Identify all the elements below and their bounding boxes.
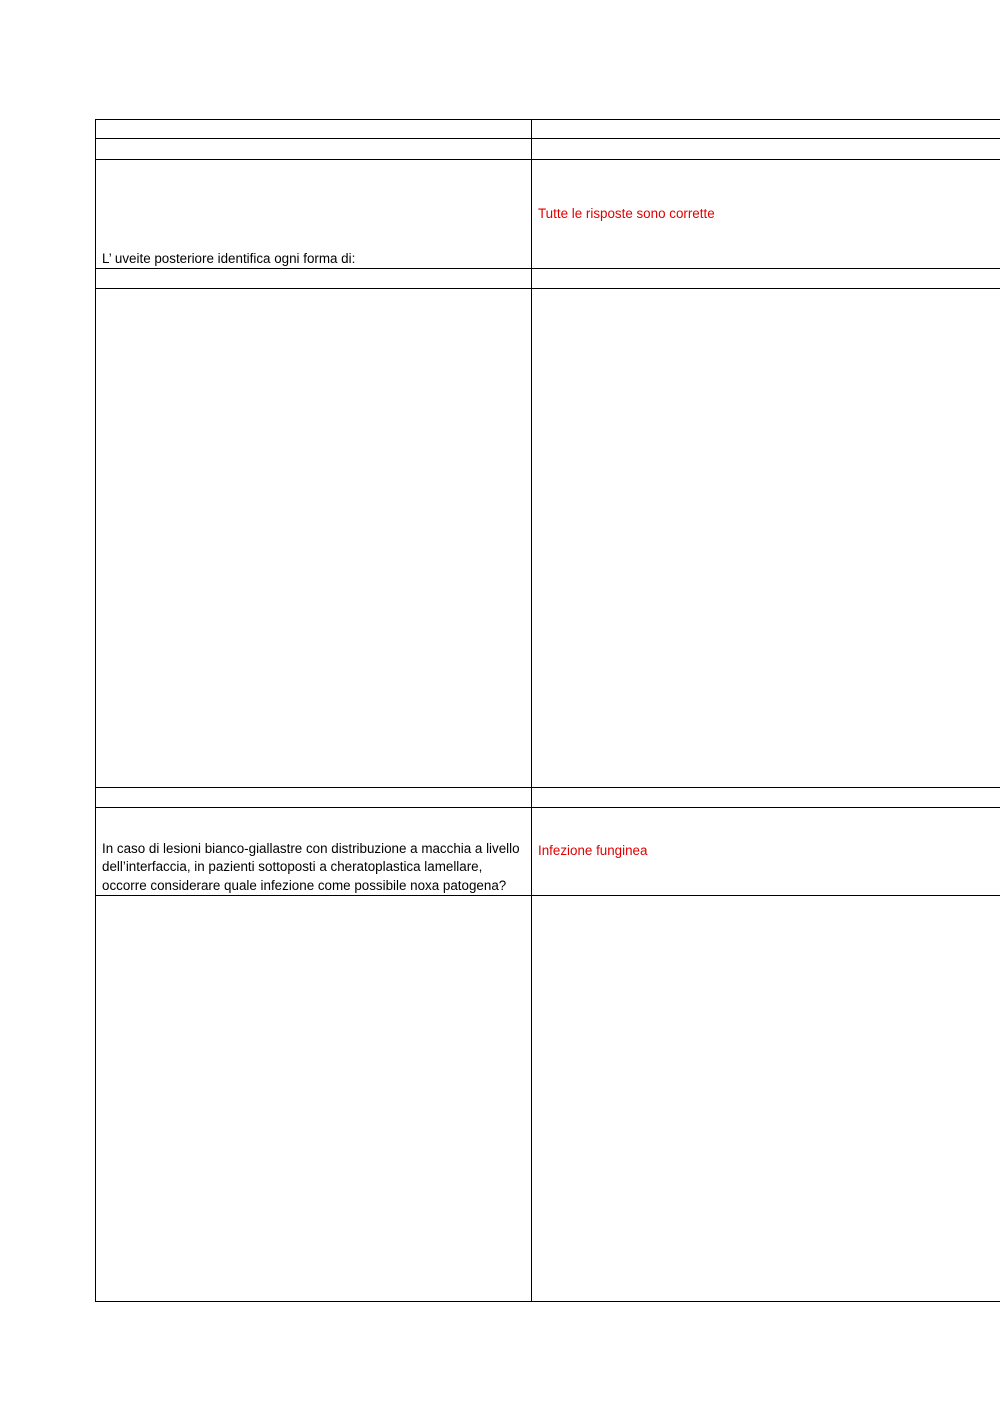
table-row <box>96 896 1000 1302</box>
table-row <box>96 788 1000 808</box>
table-row <box>96 289 1000 788</box>
question-cell <box>96 896 532 1302</box>
table-row <box>96 139 1000 160</box>
question-cell <box>96 139 532 160</box>
answer-cell <box>532 808 1000 896</box>
question-text: In caso di lesioni bianco-giallastre con distribuzione a macchia a livello dell’interfaccia, in pazienti sottoposti a cheratoplastica lamellare, occorre considerare quale infezione come possibile noxa patogena? <box>102 840 520 893</box>
answer-cell <box>532 120 1000 139</box>
answer-cell <box>532 289 1000 788</box>
quiz-table <box>95 119 1000 1302</box>
table-row <box>96 808 1000 896</box>
question-cell <box>96 160 532 269</box>
question-cell <box>96 269 532 289</box>
question-cell <box>96 289 532 788</box>
table-row <box>96 160 1000 269</box>
question-cell <box>96 788 532 808</box>
table-row <box>96 120 1000 139</box>
answer-cell <box>532 139 1000 160</box>
question-cell <box>96 808 532 896</box>
question-cell <box>96 120 532 139</box>
answer-cell <box>532 160 1000 269</box>
answer-cell <box>532 896 1000 1302</box>
question-text: L’ uveite posteriore identifica ogni forma di: <box>102 250 356 266</box>
answer-text: Infezione funginea <box>538 843 648 859</box>
answer-cell <box>532 269 1000 289</box>
table-row <box>96 269 1000 289</box>
answer-cell <box>532 788 1000 808</box>
answer-text: Tutte le risposte sono corrette <box>538 205 715 221</box>
